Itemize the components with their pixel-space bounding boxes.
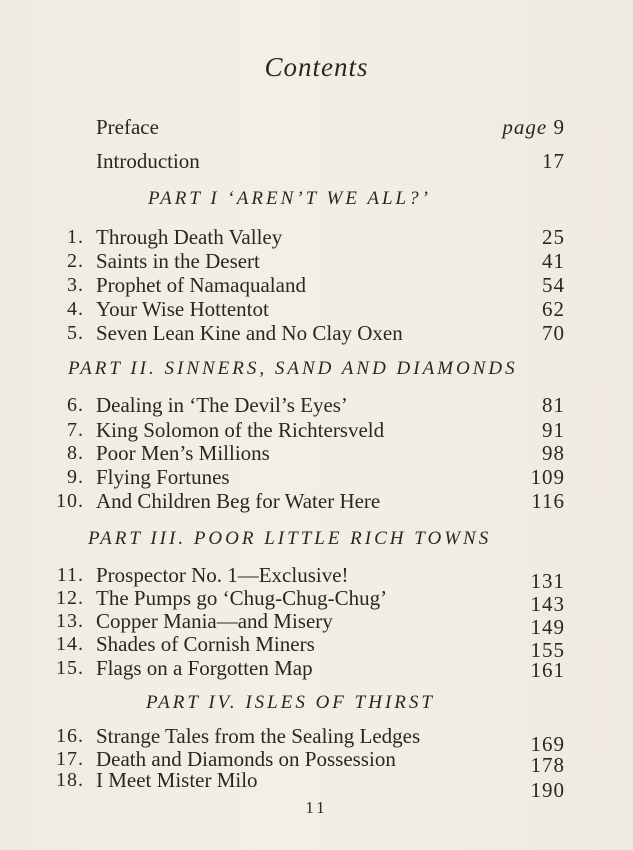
toc-entry-page: 70 — [542, 321, 565, 345]
toc-entry-page: 98 — [542, 441, 565, 465]
chapter-number: 4. — [67, 298, 84, 320]
toc-entry-page: 25 — [542, 225, 565, 249]
toc-entry — [0, 320, 633, 346]
toc-entry-title: Copper Mania—and Misery — [96, 609, 333, 633]
toc-entry — [0, 488, 633, 514]
part-heading-2: PART II. SINNERS, SAND AND DIAMONDS — [68, 358, 518, 379]
toc-entry — [0, 464, 633, 490]
toc-entry-title: Saints in the Desert — [96, 249, 260, 273]
toc-entry-title: Flags on a Forgotten Map — [96, 656, 313, 680]
toc-entry-page: 131 — [530, 569, 565, 593]
chapter-number: 17. — [56, 748, 84, 770]
toc-entry-title: Prospector No. 1—Exclusive! — [96, 563, 349, 587]
chapter-number: 16. — [56, 725, 84, 747]
toc-entry-title: Through Death Valley — [96, 225, 283, 249]
chapter-number: 8. — [67, 442, 84, 464]
toc-entry-page: 81 — [542, 393, 565, 417]
toc-entry-title: King Solomon of the Richtersveld — [96, 418, 385, 442]
toc-entry — [0, 767, 633, 802]
toc-entry-title: I Meet Mister Milo — [96, 768, 258, 792]
toc-entry-page — [502, 114, 565, 140]
toc-entry — [0, 392, 633, 418]
chapter-number: 12. — [56, 587, 84, 609]
toc-entry-page: 54 — [542, 273, 565, 297]
part-heading-1: PART I ‘AREN’T WE ALL?’ — [148, 188, 431, 209]
toc-entry — [0, 296, 633, 322]
toc-entry-page: 17 — [542, 149, 565, 173]
toc-entry-title: Strange Tales from the Sealing Ledges — [96, 724, 421, 748]
toc-entry — [0, 440, 633, 466]
page-number: 9 — [553, 115, 565, 139]
chapter-number: 13. — [56, 610, 84, 632]
toc-entry-title: Preface — [96, 115, 159, 139]
toc-entry-title: Shades of Cornish Miners — [96, 632, 315, 656]
chapter-number: 2. — [67, 250, 84, 272]
toc-entry-page: 178 — [530, 753, 565, 777]
toc-entry-page: 62 — [542, 297, 565, 321]
chapter-number: 18. — [56, 769, 84, 791]
toc-entry — [0, 655, 633, 681]
toc-entry-page: 116 — [531, 489, 565, 513]
toc-entry-introduction — [0, 148, 633, 174]
toc-entry-title: Poor Men’s Millions — [96, 441, 270, 465]
chapter-number: 10. — [56, 490, 84, 512]
chapter-number: 6. — [67, 394, 84, 416]
toc-entry-title: Seven Lean Kine and No Clay Oxen — [96, 321, 403, 345]
toc-entry-page: 91 — [542, 418, 565, 442]
chapter-number: 9. — [67, 466, 84, 488]
toc-entry — [0, 224, 633, 250]
toc-entry-title: Prophet of Namaqualand — [96, 273, 306, 297]
toc-entry — [0, 272, 633, 298]
toc-entry-title: The Pumps go ‘Chug-Chug-Chug’ — [96, 586, 388, 610]
toc-entry-title: Death and Diamonds on Possession — [96, 747, 396, 771]
toc-entry-title: Flying Fortunes — [96, 465, 230, 489]
chapter-number: 14. — [56, 633, 84, 655]
toc-entry-page: 161 — [530, 658, 565, 682]
toc-entry-page: 143 — [530, 592, 565, 616]
chapter-number: 1. — [67, 226, 84, 248]
page-number-footer: 11 — [305, 798, 328, 817]
toc-entry — [0, 631, 633, 662]
chapter-number: 15. — [56, 657, 84, 679]
toc-entry-page: 169 — [530, 732, 565, 756]
toc-entry-page: 149 — [530, 615, 565, 639]
toc-entry-page: 155 — [530, 638, 565, 662]
chapter-number: 7. — [67, 419, 84, 441]
part-heading-3: PART III. POOR LITTLE RICH TOWNS — [88, 528, 492, 549]
toc-entry-title: And Children Beg for Water Here — [96, 489, 381, 513]
chapter-number: 11. — [56, 564, 84, 586]
toc-entry-page: 190 — [530, 778, 565, 802]
chapter-number: 5. — [67, 322, 84, 344]
toc-entry — [0, 248, 633, 274]
toc-entry-page: 109 — [530, 465, 565, 489]
page-word: page — [502, 115, 548, 139]
toc-entry-page: 41 — [542, 249, 565, 273]
toc-entry-title: Dealing in ‘The Devil’s Eyes’ — [96, 393, 348, 417]
page-title: Contents — [264, 52, 369, 82]
toc-entry-preface — [0, 114, 633, 140]
toc-entry-title: Introduction — [96, 149, 200, 173]
chapter-number: 3. — [67, 274, 84, 296]
part-heading-4: PART IV. ISLES OF THIRST — [146, 692, 435, 713]
toc-entry-title: Your Wise Hottentot — [96, 297, 269, 321]
